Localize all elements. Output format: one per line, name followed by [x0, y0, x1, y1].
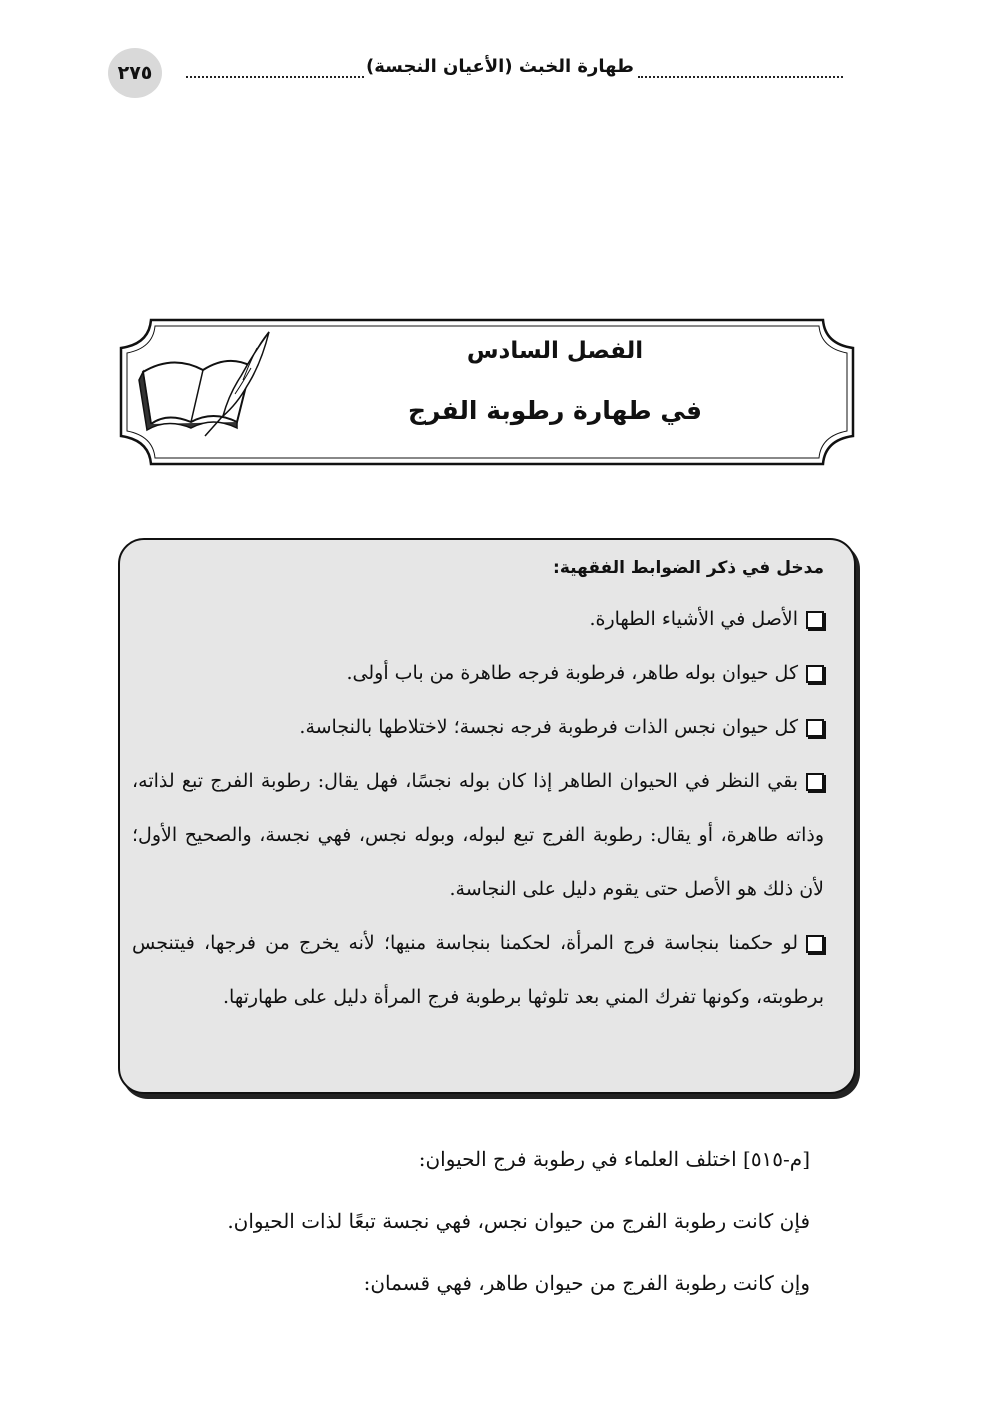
- chapter-title-frame: [115, 316, 859, 468]
- body-text: [130, 1128, 810, 1314]
- rule-item: [132, 754, 824, 916]
- rule-text: كل حيوان نجس الذات فرطوبة فرجه نجسة؛ لاختلاطها بالنجاسة.: [299, 716, 798, 738]
- jurisprudence-rules-box: [118, 538, 856, 1094]
- checkbox-bullet-icon: [806, 935, 824, 953]
- rule-item: [132, 646, 824, 700]
- chapter-number-title: الفصل السادس: [466, 338, 644, 364]
- body-paragraph: وإن كانت رطوبة الفرج من حيوان طاهر، فهي قسمان:: [363, 1271, 810, 1295]
- page-header: [108, 48, 848, 98]
- body-paragraph: فإن كانت رطوبة الفرج من حيوان نجس، فهي نجسة تبعًا لذات الحيوان.: [227, 1209, 810, 1233]
- checkbox-bullet-icon: [806, 611, 824, 629]
- checkbox-bullet-icon: [806, 719, 824, 737]
- rule-text: بقي النظر في الحيوان الطاهر إذا كان بوله نجسًا، فهل يقال: رطوبة الفرج تبع لذاته، وذاته طاهرة، أو يقال: رطوبة الفرج تبع لبوله، وبوله نجس، فهي نجسة، والصحيح الأول؛ لأن ذلك هو الأصل حتى يقوم دليل على النجاسة.: [132, 770, 824, 900]
- rule-item: [132, 916, 824, 1024]
- rule-text: لو حكمنا بنجاسة فرج المرأة، لحكمنا بنجاسة منيها؛ لأنه يخرج من فرجها، فيتنجس برطوبته، وكونها تفرك المني بعد تلوثها برطوبة فرج المرأة دليل على طهارتها.: [132, 932, 824, 1008]
- rule-item: [132, 592, 824, 646]
- rule-text: الأصل في الأشياء الطهارة.: [589, 608, 798, 630]
- rule-text: كل حيوان بوله طاهر، فرطوبة فرجه طاهرة من باب أولى.: [346, 662, 798, 684]
- checkbox-bullet-icon: [806, 773, 824, 791]
- dotted-leader-left: [186, 64, 364, 78]
- running-title: طهارة الخبث (الأعيان النجسة): [366, 56, 634, 77]
- book-quill-icon: [133, 324, 283, 444]
- chapter-subtitle: في طهارة رطوبة الفرج: [407, 396, 703, 425]
- body-paragraph: [م-٥١٥] اختلف العلماء في رطوبة فرج الحيوان:: [418, 1147, 810, 1171]
- page-number: ٢٧٥: [108, 48, 162, 98]
- rule-item: [132, 700, 824, 754]
- checkbox-bullet-icon: [806, 665, 824, 683]
- rules-heading: مدخل في ذكر الضوابط الفقهية:: [553, 558, 824, 578]
- dotted-leader-right: [638, 64, 843, 78]
